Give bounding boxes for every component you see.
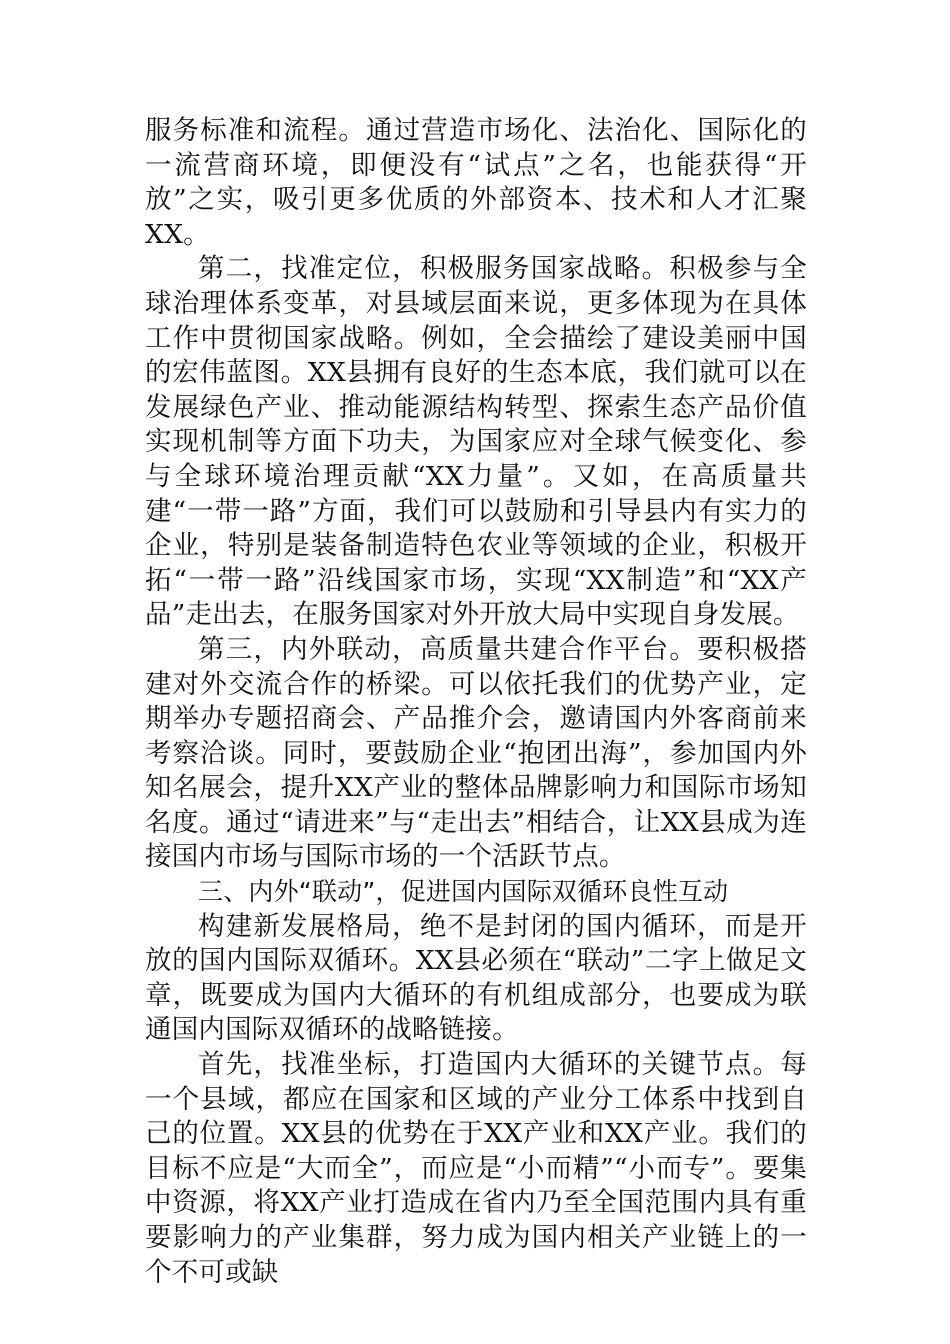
paragraph-section-intro: 构建新发展格局，绝不是封闭的国内循环，而是开放的国内国际双循环。XX县必须在“联动”二字上做足文章，既要成为国内大循环的有机组成部分，也要成为联通国内国际双循环的战略链接。 [145,910,807,1046]
document-page [145,114,807,1290]
paragraph-second-point: 第二，找准定位，积极服务国家战略。积极参与全球治理体系变革，对县域层面来说，更多体现为在具体工作中贯彻国家战略。例如，全会描绘了建设美丽中国的宏伟蓝图。XX县拥有良好的生态本底，我们就可以在发展绿色产业、推动能源结构转型、探索生态产品价值实现机制等方面下功夫，为国家应对全球气候变化、参与全球环境治理贡献“XX力量”。又如，在高质量共建“一带一路”方面，我们可以鼓励和引导县内有实力的企业，特别是装备制造特色农业等领域的企业，积极开拓“一带一路”沿线国家市场，实现“XX制造”和“XX产品”走出去，在服务国家对外开放大局中实现自身发展。 [145,253,807,631]
paragraph-third-point: 第三，内外联动，高质量共建合作平台。要积极搭建对外交流合作的桥梁。可以依托我们的优势产业，定期举办专题招商会、产品推介会，邀请国内外客商前来考察洽谈。同时，要鼓励企业“抱团出海”，参加国内外知名展会，提升XX产业的整体品牌影响力和国际市场知名度。通过“请进来”与“走出去”相结合，让XX县成为连接国内市场与国际市场的一个活跃节点。 [145,633,807,873]
section-heading: 三、内外“联动”，促进国内国际双循环良性互动 [198,877,729,907]
paragraph-continuation: 服务标准和流程。通过营造市场化、法治化、国际化的一流营商环境，即便没有“试点”之名，也能获得“开放”之实，吸引更多优质的外部资本、技术和人才汇聚XX。 [145,115,807,250]
paragraph-first-point: 首先，找准坐标，打造国内大循环的关键节点。每一个县域，都应在国家和区域的产业分工体系中找到自己的位置。XX县的优势在于XX产业和XX产业。我们的目标不应是“大而全”，而应是“小而精”“小而专”。要集中资源，将XX产业打造成在省内乃至全国范围内具有重要影响力的产业集群，努力成为国内相关产业链上的一个不可或缺 [145,1049,807,1288]
